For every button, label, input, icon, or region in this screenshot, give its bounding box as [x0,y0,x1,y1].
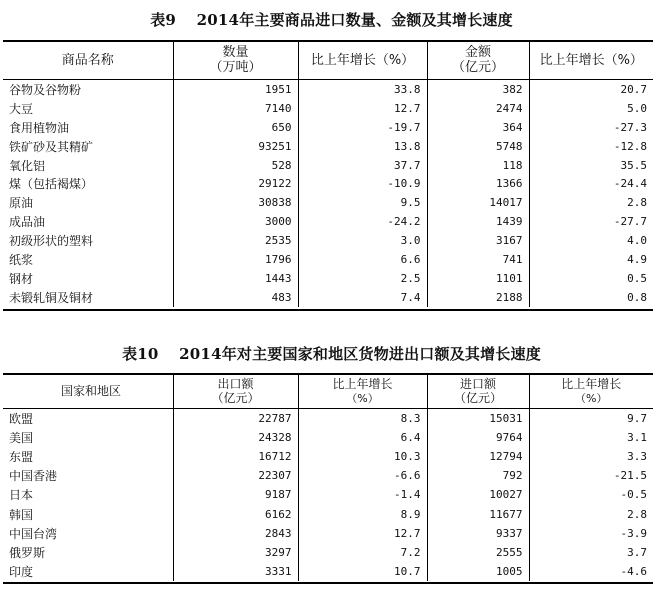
table9-cell-amount-growth: 5.0 [627,101,647,115]
table9-cell-name: 铁矿砂及其精矿 [3,137,173,156]
table10-row [3,428,653,447]
table10-cell-name: 俄罗斯 [3,543,173,562]
table9-cell-amount: 1439 [427,212,529,231]
table10-cell-export: 3297 [173,543,298,562]
table10-header-import: 进口额 （亿元） [427,374,529,409]
table9-row [3,156,653,175]
table10-cell-import: 10027 [427,485,529,504]
table9-cell-qty: 3000 [173,212,298,231]
table10-cell-import-growth: 3.1 [627,431,647,445]
table9-cell-qty-growth: 2.5 [298,269,427,288]
table9-cell-amount: 1366 [427,174,529,193]
table9-header-amount: 金额 （亿元） [427,41,529,80]
table9-cell-qty: 1443 [173,269,298,288]
table9-cell-amount: 1101 [427,269,529,288]
table9-row [3,212,653,231]
table10-row [3,524,653,543]
table9-cell-name: 大豆 [3,99,173,118]
table10-cell-import: 1005 [427,562,529,581]
table10-cell-export: 2843 [173,524,298,543]
table9-cell-amount-growth: -27.7 [613,215,647,229]
table10-cell-export-growth: 10.7 [298,562,427,581]
table10-cell-name: 印度 [3,562,173,581]
table9-cell-name: 未锻轧铜及铜材 [3,288,173,307]
table9-cell-amount: 14017 [427,193,529,212]
table10-cell-import-growth: 2.8 [627,507,647,521]
table10-cell-import: 792 [427,466,529,485]
table9-row [3,250,653,269]
table10-cell-import: 15031 [427,409,529,429]
table10-cell-name: 中国香港 [3,466,173,485]
table10-cell-export: 22787 [173,409,298,429]
table9-cell-name: 食用植物油 [3,118,173,137]
table9-row [3,269,653,288]
table9-cell-name: 纸浆 [3,250,173,269]
table9-header-name: 商品名称 [3,41,173,80]
table9-cell-amount: 2474 [427,99,529,118]
table10-row [3,447,653,466]
table10-cell-export: 3331 [173,562,298,581]
table10-cell-export-growth: 8.3 [298,409,427,429]
table9-cell-name: 煤（包括褐煤） [3,174,173,193]
table9-cell-amount-growth: -12.8 [613,139,647,153]
table10-cell-import: 12794 [427,447,529,466]
table9-cell-amount: 3167 [427,231,529,250]
table9-row [3,193,653,212]
table9-cell-qty: 2535 [173,231,298,250]
table10-cell-export: 22307 [173,466,298,485]
table10-cell-name: 韩国 [3,504,173,523]
table9-row [3,137,653,156]
table10-header-export-growth: 比上年增长 （%） [298,374,427,409]
table10-cell-export: 6162 [173,504,298,523]
table10-cell-import-growth: -0.5 [620,488,647,502]
table10-row [3,504,653,523]
table9-cell-name: 钢材 [3,269,173,288]
table9-cell-qty-growth: 7.4 [298,288,427,307]
table10-header-export: 出口额 （亿元） [173,374,298,409]
table9-cell-qty-growth: 12.7 [298,99,427,118]
table9-cell-qty: 30838 [173,193,298,212]
table10-cell-export: 16712 [173,447,298,466]
table9-row [3,288,653,307]
table9-cell-amount-growth: 2.8 [627,196,647,210]
table9-cell-name: 氧化铝 [3,156,173,175]
table10-cell-import-growth: -4.6 [620,564,647,578]
table9-row [3,118,653,137]
table10-cell-import: 2555 [427,543,529,562]
table9-cell-qty-growth: 37.7 [298,156,427,175]
table9-header-amount-growth: 比上年增长（%） [529,41,653,80]
table10-cell-name: 中国台湾 [3,524,173,543]
table10-cell-import: 9337 [427,524,529,543]
table9-row [3,231,653,250]
table9-cell-qty: 483 [173,288,298,307]
table9-cell-name: 成品油 [3,212,173,231]
table10-row [3,562,653,581]
table10-row [3,543,653,562]
table10-row [3,485,653,504]
table9-cell-amount: 2188 [427,288,529,307]
table9-cell-qty: 528 [173,156,298,175]
table10-cell-name: 日本 [3,485,173,504]
table9-cell-amount-growth: 0.5 [627,271,647,285]
table10-cell-export-growth: 12.7 [298,524,427,543]
table9-cell-amount: 382 [427,80,529,99]
table9-cell-amount-growth: -27.3 [613,120,647,134]
table10-cell-export-growth: 6.4 [298,428,427,447]
table9-cell-qty-growth: 33.8 [298,80,427,99]
table10-cell-name: 欧盟 [3,409,173,429]
table10-cell-name: 东盟 [3,447,173,466]
table10-cell-import-growth: 3.3 [627,450,647,464]
table9-cell-qty-growth: 9.5 [298,193,427,212]
table10-header-name: 国家和地区 [3,374,173,409]
table9-header-row [3,41,653,80]
table10-cell-export: 24328 [173,428,298,447]
table9-cell-qty: 93251 [173,137,298,156]
table10-header-import-growth: 比上年增长 （%） [529,374,653,409]
table10-cell-import: 9764 [427,428,529,447]
table10-cell-name: 美国 [3,428,173,447]
table10-row [3,466,653,485]
table9-cell-qty: 7140 [173,99,298,118]
table10-cell-import-growth: 9.7 [627,412,647,426]
table10-bottom-rule [3,582,653,584]
table10-cell-import: 11677 [427,504,529,523]
table9-cell-name: 谷物及谷物粉 [3,80,173,99]
table9-cell-qty: 1796 [173,250,298,269]
table9-cell-amount: 118 [427,156,529,175]
table9-cell-amount-growth: 4.9 [627,252,647,266]
table9-cell-amount-growth: 35.5 [620,158,647,172]
table9-cell-amount-growth: 4.0 [627,234,647,248]
table9-header-qty-growth: 比上年增长（%） [298,41,427,80]
table9-bottom-rule [3,309,653,311]
table9-cell-amount-growth: -24.4 [613,177,647,191]
table9-cell-qty-growth: -24.2 [298,212,427,231]
table10-cell-export: 9187 [173,485,298,504]
table9-cell-amount: 364 [427,118,529,137]
table10-cell-export-growth: -1.4 [298,485,427,504]
table9-row [3,174,653,193]
table9-cell-amount-growth: 0.8 [627,290,647,304]
table9-cell-amount: 5748 [427,137,529,156]
table9-header-qty: 数量 （万吨） [173,41,298,80]
table9-cell-qty-growth: 3.0 [298,231,427,250]
table9-cell-qty: 650 [173,118,298,137]
table9-cell-qty-growth: -19.7 [298,118,427,137]
table9-cell-qty-growth: 13.8 [298,137,427,156]
table10-cell-export-growth: 8.9 [298,504,427,523]
table9-cell-qty-growth: -10.9 [298,174,427,193]
table10 [3,374,653,581]
table10-cell-export-growth: -6.6 [298,466,427,485]
table9-cell-amount-growth: 20.7 [620,82,647,96]
table9-cell-name: 原油 [3,193,173,212]
table10-cell-import-growth: -21.5 [613,469,647,483]
table10-cell-export-growth: 10.3 [298,447,427,466]
table9-row [3,80,653,99]
table10-title: 表10 2014年对主要国家和地区货物进出口额及其增长速度 [122,345,541,363]
table9-cell-qty: 1951 [173,80,298,99]
table9 [3,41,653,307]
table10-header-row [3,374,653,409]
table9-title: 表9 2014年主要商品进口数量、金额及其增长速度 [150,11,513,29]
table9-cell-qty: 29122 [173,174,298,193]
table9-cell-name: 初级形状的塑料 [3,231,173,250]
table10-row [3,409,653,429]
table9-row [3,99,653,118]
table10-cell-import-growth: -3.9 [620,526,647,540]
table10-cell-import-growth: 3.7 [627,545,647,559]
table9-cell-qty-growth: 6.6 [298,250,427,269]
table10-cell-export-growth: 7.2 [298,543,427,562]
table9-cell-amount: 741 [427,250,529,269]
